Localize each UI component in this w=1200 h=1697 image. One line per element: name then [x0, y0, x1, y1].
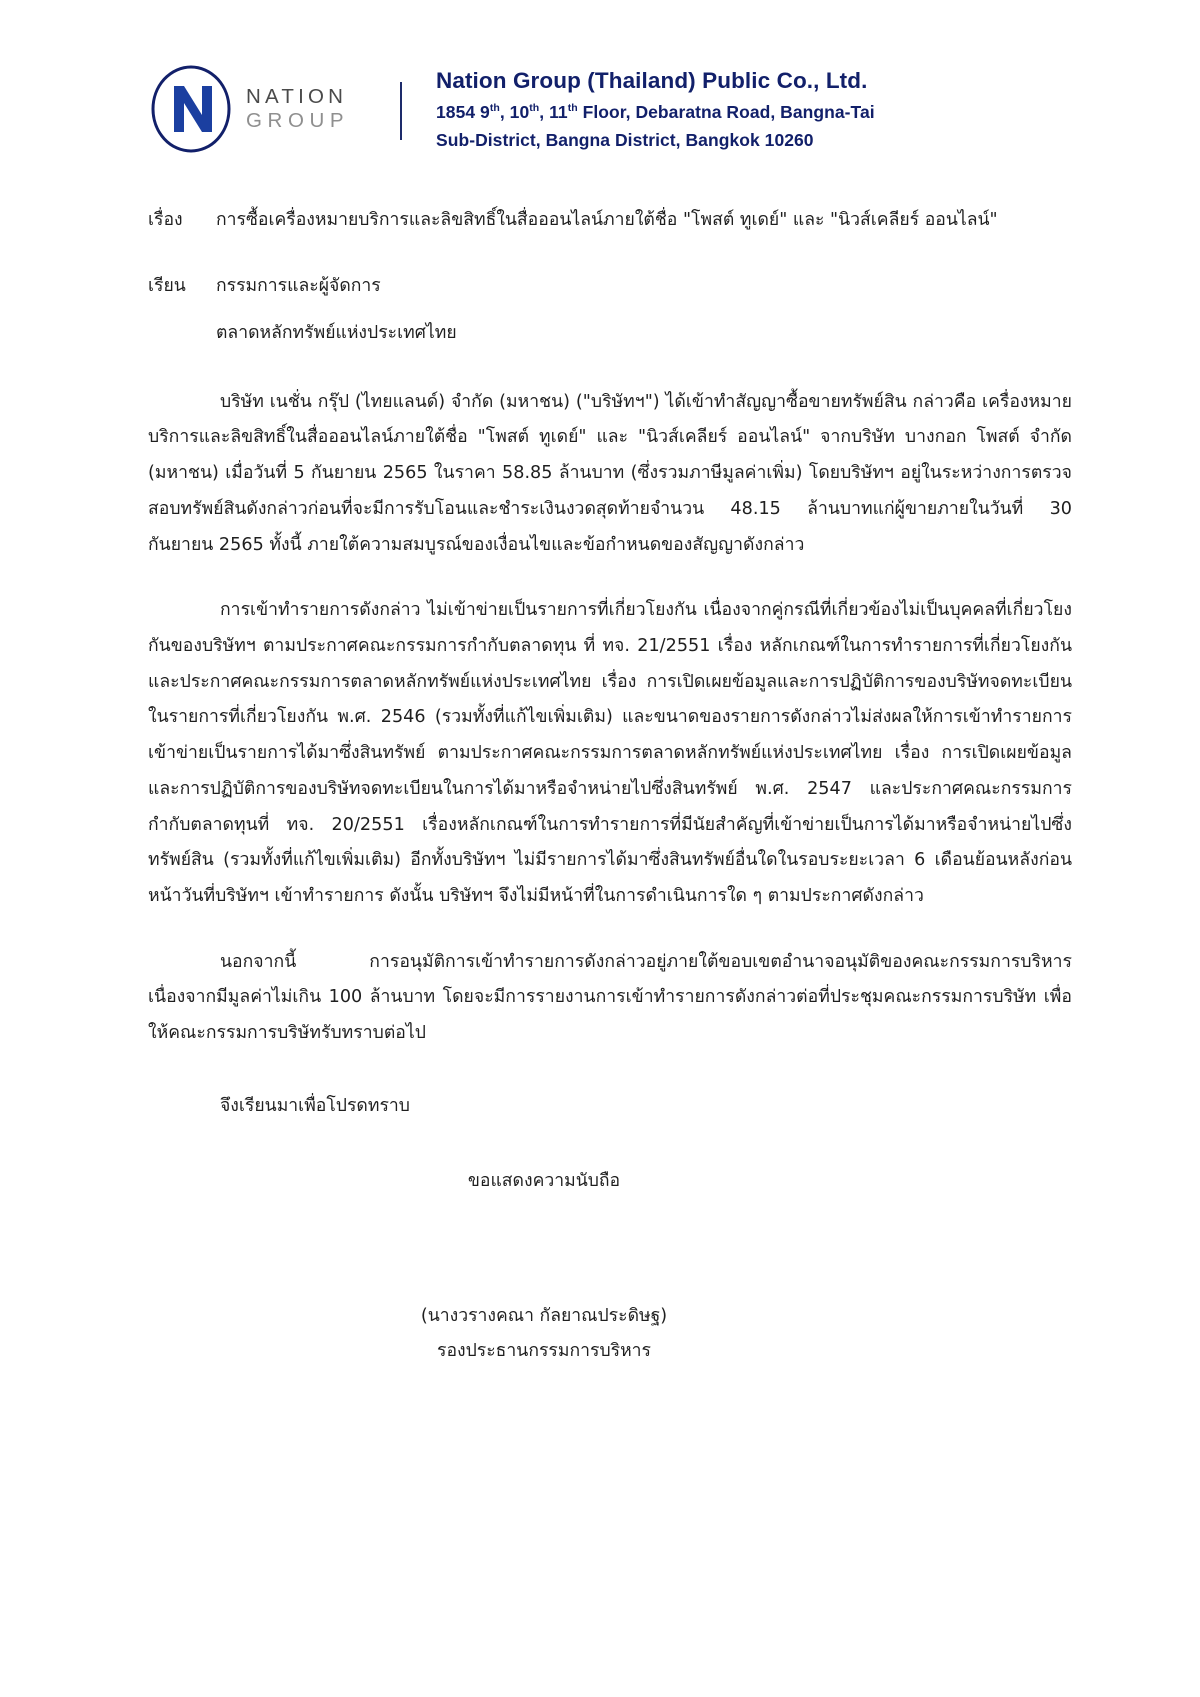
closing-line: จึงเรียนมาเพื่อโปรดทราบ [220, 1095, 410, 1116]
address-line-1-mid1: , 10 [499, 101, 530, 122]
logo-word-nation: NATION [246, 84, 348, 108]
ordinal-11th: th [567, 101, 578, 114]
signer-name: (นางวรางคณา กัลยาณประดิษฐ) [420, 1305, 668, 1326]
attention-label: เรียน [148, 275, 186, 296]
address-line-1-pre: 1854 9 [436, 101, 490, 122]
letterhead [0, 0, 1200, 150]
respect-line: ขอแสดงความนับถือ [467, 1171, 621, 1192]
company-address-block [436, 64, 875, 154]
signer-title: รองประธานกรรมการบริหาร [437, 1341, 651, 1362]
paragraph-1: บริษัท เนชั่น กรุ๊ป (ไทยแลนด์) จำกัด (มหาชน) ("บริษัทฯ") ได้เข้าทำสัญญาซื้อขายทรัพย์สิน กล่าวคือ เครื่องหมายบริการและลิขสิทธิ์ในสื่อออนไลน์ภายใต้ชื่อ "โพสต์ ทูเดย์" และ "นิวส์เคลียร์ ออนไลน์" จากบริษัท บางกอก โพสต์ จำกัด (มหาชน) เมื่อวันที่ 5 กันยายน 2565 ในราคา 58.85 ล้านบาท (ซึ่งรวมภาษีมูลค่าเพิ่ม) โดยบริษัทฯ อยู่ในระหว่างการตรวจสอบทรัพย์สินดังกล่าวก่อนที่จะมีการรับโอนและชำระเงินงวดสุดท้ายจำนวน 48.15 ล้านบาทแก่ผู้ขายภายในวันที่ 30 กันยายน 2565 ทั้งนี้ ภายใต้ความสมบูรณ์ของเงื่อนไขและข้อกำหนดของสัญญาดังกล่าว [148, 391, 1072, 555]
address-line-1-post: Floor, Debaratna Road, Bangna-Tai [577, 101, 875, 122]
attention-row [148, 275, 1072, 296]
address-line-1-mid2: , 11 [539, 101, 568, 122]
ordinal-10th: th [529, 101, 540, 114]
letter-body [0, 212, 1200, 1369]
subject-value: การซื้อเครื่องหมายบริการและลิขสิทธิ์ในสื่อออนไลน์ภายใต้ชื่อ "โพสต์ ทูเดย์" และ "นิวส์เคลียร์ ออนไลน์" [216, 210, 998, 230]
attention-value-1: กรรมการและผู้จัดการ [216, 275, 381, 296]
signature-block [148, 1173, 1072, 1369]
company-logo [150, 65, 400, 153]
address-line-1 [436, 98, 875, 126]
nation-logo-icon [150, 65, 232, 153]
company-name: Nation Group (Thailand) Public Co., Ltd. [436, 67, 868, 93]
letterhead-divider [400, 82, 402, 140]
ordinal-9th: th [489, 101, 500, 114]
subject-row [148, 212, 1072, 230]
signature-space [148, 1191, 940, 1299]
subject-label: เรื่อง [148, 210, 183, 230]
logo-word-group: GROUP [246, 109, 350, 132]
paragraph-2: การเข้าทำรายการดังกล่าว ไม่เข้าข่ายเป็นรายการที่เกี่ยวโยงกัน เนื่องจากคู่กรณีที่เกี่ยวข้องไม่เป็นบุคคลที่เกี่ยวโยงกันของบริษัทฯ ตามประกาศคณะกรรมการกำกับตลาดทุน ที่ ทจ. 21/2551 เรื่อง หลักเกณฑ์ในการทำรายการที่เกี่ยวโยงกัน และประกาศคณะกรรมการตลาดหลักทรัพย์แห่งประเทศไทย เรื่อง การเปิดเผยข้อมูลและการปฏิบัติการของบริษัทจดทะเบียนในรายการที่เกี่ยวโยงกัน พ.ศ. 2546 (รวมทั้งที่แก้ไขเพิ่มเติม) และขนาดของรายการดังกล่าวไม่ส่งผลให้การเข้าทำรายการเข้าข่ายเป็นรายการได้มาซึ่งสินทรัพย์ ตามประกาศคณะกรรมการตลาดหลักทรัพย์แห่งประเทศไทย เรื่อง การเปิดเผยข้อมูลและการปฏิบัติการของบริษัทจดทะเบียนในการได้มาหรือจำหน่ายไปซึ่งสินทรัพย์ พ.ศ. 2547 และประกาศคณะกรรมการกำกับตลาดทุนที่ ทจ. 20/2551 เรื่องหลักเกณฑ์ในการทำรายการที่มีนัยสำคัญที่เข้าข่ายเป็นการได้มาหรือจำหน่ายไปซึ่งทรัพย์สิน (รวมทั้งที่แก้ไขเพิ่มเติม) อีกทั้งบริษัทฯ ไม่มีรายการได้มาซึ่งสินทรัพย์อื่นใดในรอบระยะเวลา 6 เดือนย้อนหลังก่อนหน้าวันที่บริษัทฯ เข้าทำรายการ ดังนั้น บริษัทฯ จึงไม่มีหน้าที่ในการดำเนินการใด ๆ ตามประกาศดังกล่าว [148, 600, 1072, 906]
address-line-2: Sub-District, Bangna District, Bangkok 10260 [436, 129, 814, 150]
logo-wordmark [246, 85, 349, 133]
paragraph-3: นอกจากนี้ การอนุมัติการเข้าทำรายการดังกล่าวอยู่ภายใต้ขอบเขตอำนาจอนุมัติของคณะกรรมการบริหาร เนื่องจากมีมูลค่าไม่เกิน 100 ล้านบาท โดยจะมีการรายงานการเข้าทำรายการดังกล่าวต่อที่ประชุมคณะกรรมการบริษัท เพื่อให้คณะกรรมการบริษัทรับทราบต่อไป [148, 951, 1072, 1044]
attention-value-2: ตลาดหลักทรัพย์แห่งประเทศไทย [216, 323, 457, 344]
